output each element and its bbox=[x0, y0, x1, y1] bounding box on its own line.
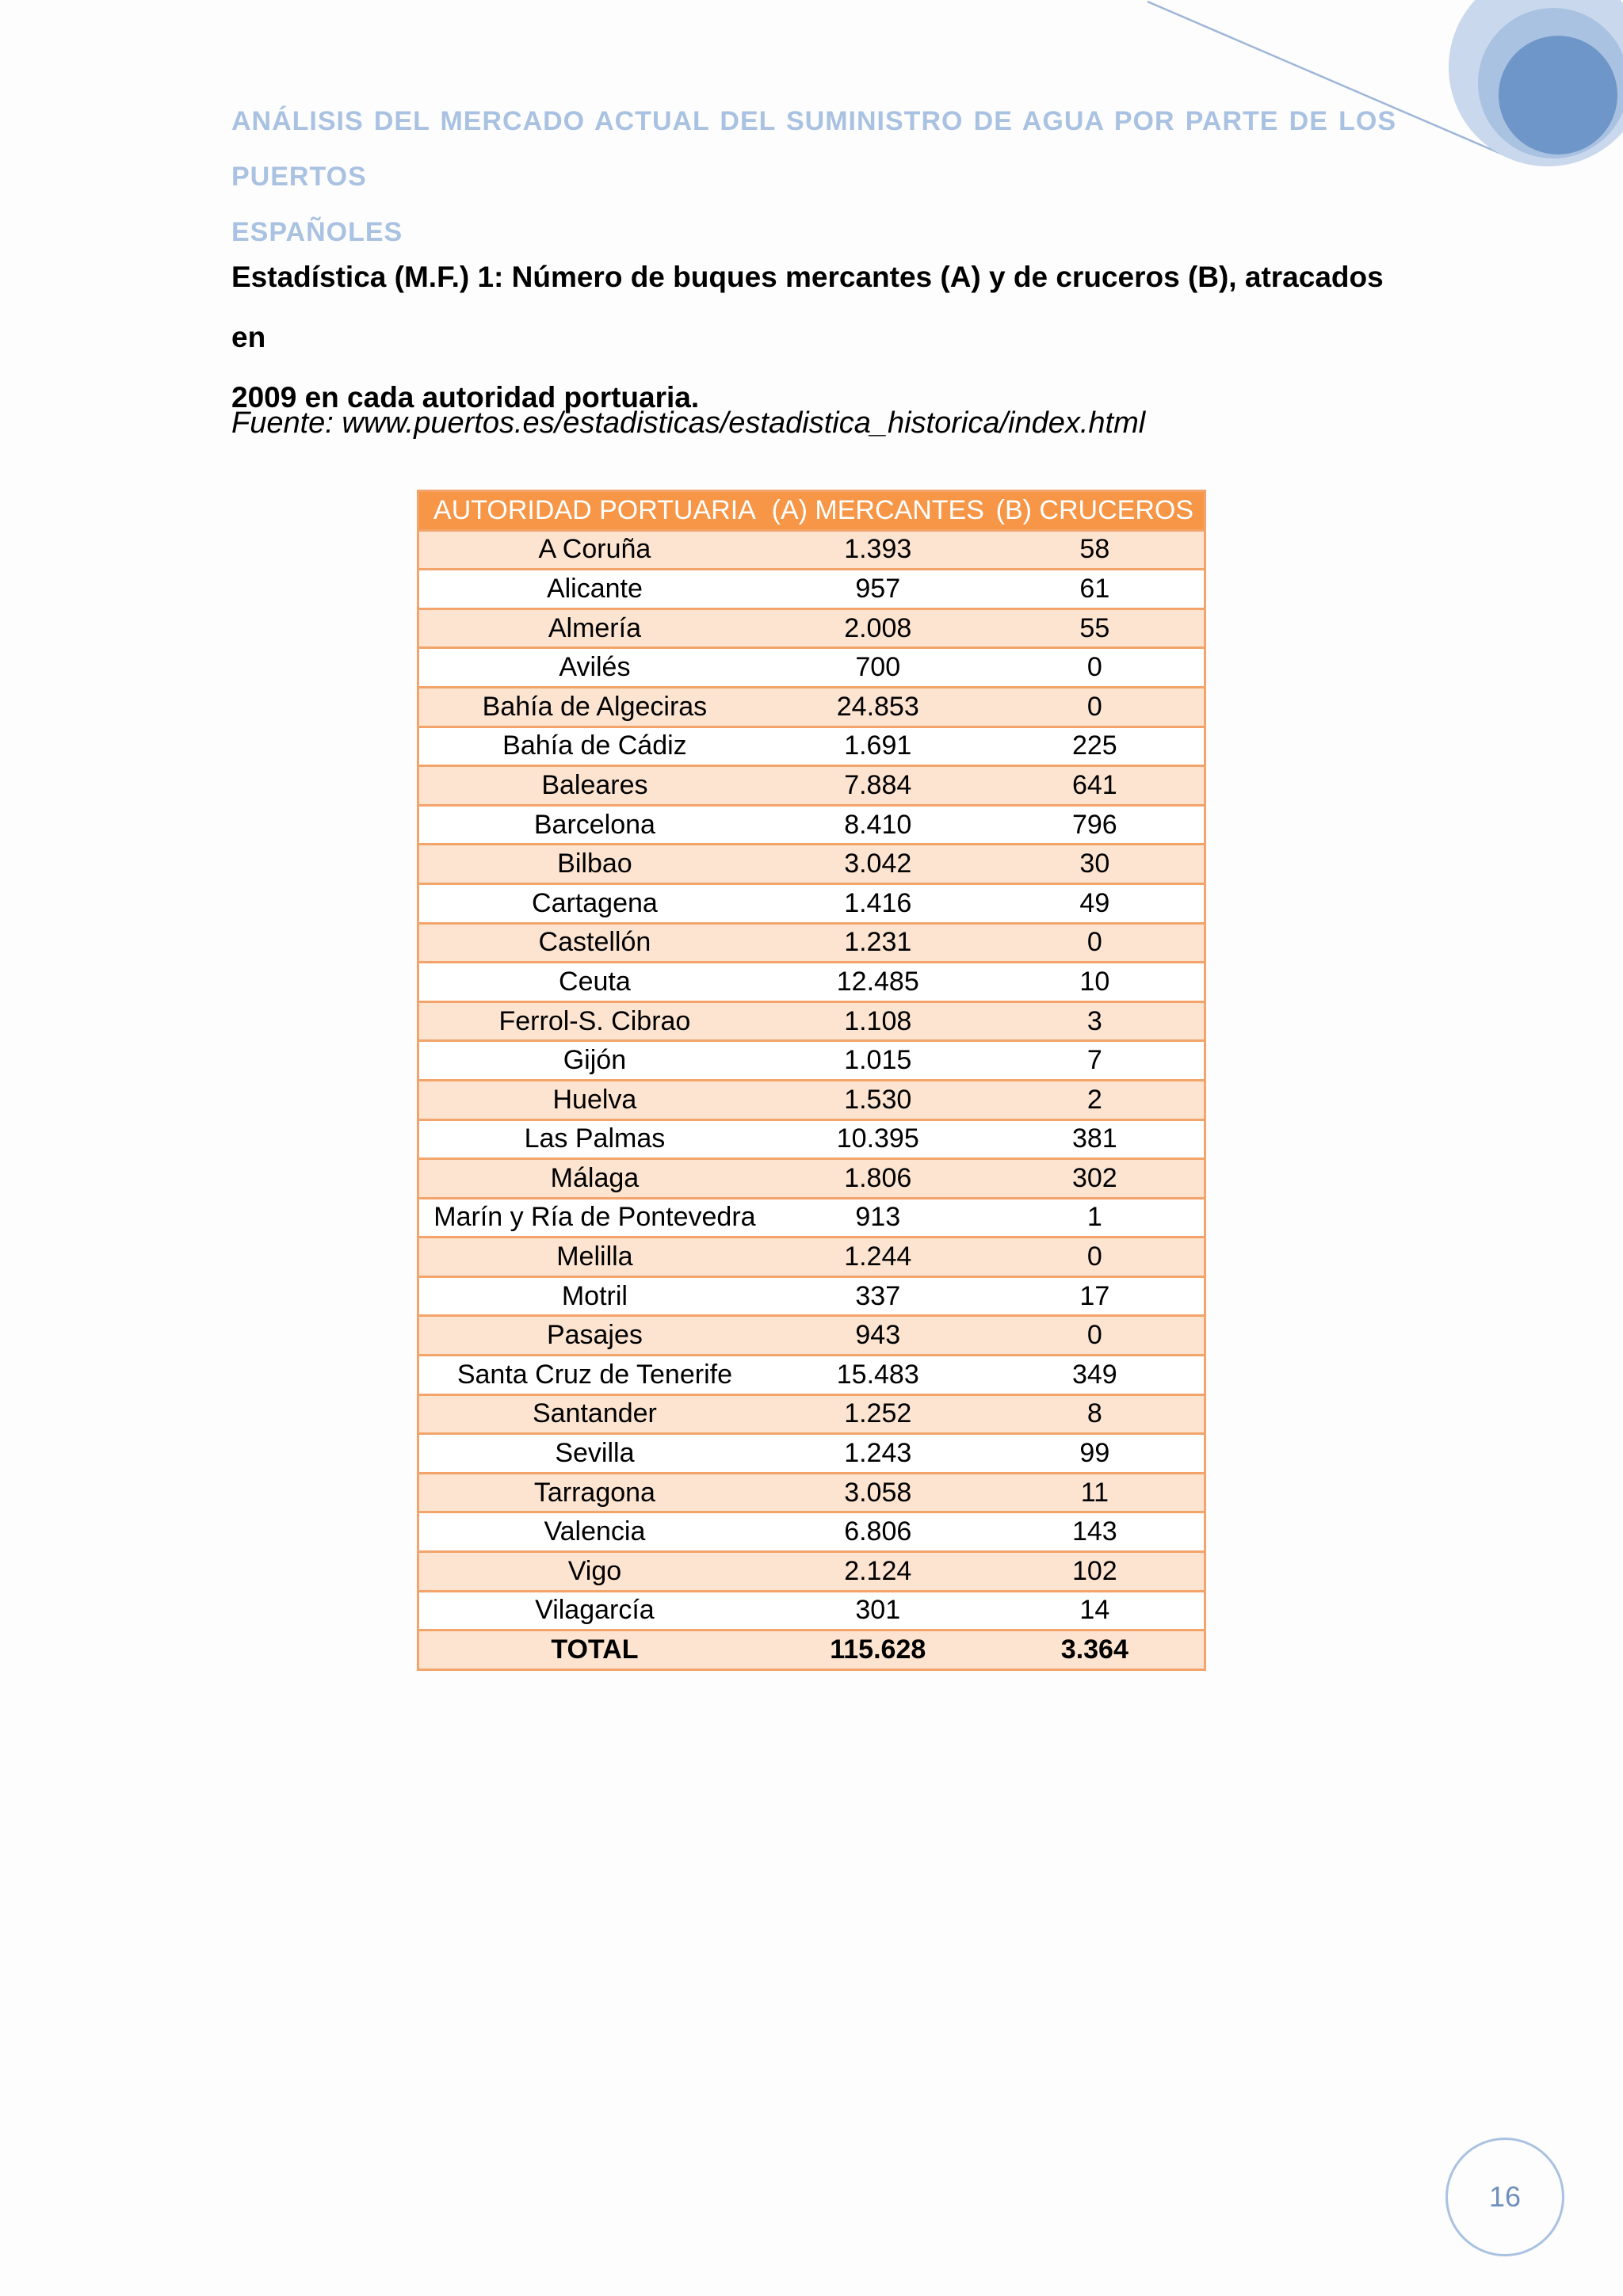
cruise-ships-cell: 10 bbox=[986, 963, 1205, 1002]
total-cruise-ships-cell: 3.364 bbox=[986, 1630, 1205, 1670]
table-row bbox=[418, 845, 1205, 884]
port-authority-cell: Tarragona bbox=[418, 1473, 770, 1512]
merchant-ships-cell: 1.244 bbox=[770, 1238, 986, 1277]
table-row bbox=[418, 1473, 1205, 1512]
merchant-ships-cell: 1.108 bbox=[770, 1001, 986, 1041]
cruise-ships-cell: 55 bbox=[986, 608, 1205, 648]
port-authority-cell: Ferrol-S. Cibrao bbox=[418, 1001, 770, 1041]
merchant-ships-cell: 957 bbox=[770, 570, 986, 609]
cruise-ships-cell: 302 bbox=[986, 1159, 1205, 1199]
table-row bbox=[418, 608, 1205, 648]
port-authority-cell: Marín y Ría de Pontevedra bbox=[418, 1198, 770, 1238]
cruise-ships-cell: 349 bbox=[986, 1356, 1205, 1395]
port-authority-cell: A Coruña bbox=[418, 530, 770, 570]
page-number: 16 bbox=[1445, 2138, 1564, 2256]
cruise-ships-cell: 30 bbox=[986, 845, 1205, 884]
table-row bbox=[418, 883, 1205, 923]
cruise-ships-cell: 14 bbox=[986, 1591, 1205, 1630]
cruise-ships-cell: 7 bbox=[986, 1041, 1205, 1081]
port-authority-cell: Valencia bbox=[418, 1512, 770, 1552]
cruise-ships-cell: 58 bbox=[986, 530, 1205, 570]
port-authority-cell: Santa Cruz de Tenerife bbox=[418, 1356, 770, 1395]
cruise-ships-cell: 0 bbox=[986, 648, 1205, 688]
cruise-ships-cell: 11 bbox=[986, 1473, 1205, 1512]
merchant-ships-cell: 3.042 bbox=[770, 845, 986, 884]
table-row bbox=[418, 687, 1205, 727]
port-authority-cell: Avilés bbox=[418, 648, 770, 688]
cruise-ships-cell: 17 bbox=[986, 1276, 1205, 1316]
table-row bbox=[418, 1238, 1205, 1277]
port-authority-cell: Vilagarcía bbox=[418, 1591, 770, 1630]
cruise-ships-cell: 0 bbox=[986, 687, 1205, 727]
port-authority-cell: Bahía de Algeciras bbox=[418, 687, 770, 727]
table-caption-line2: 2009 en cada autoridad portuaria. bbox=[231, 381, 700, 414]
port-authority-cell: Barcelona bbox=[418, 805, 770, 845]
port-authority-cell: Málaga bbox=[418, 1159, 770, 1199]
table-total-row bbox=[418, 1630, 1205, 1670]
table-row bbox=[418, 1041, 1205, 1081]
merchant-ships-cell: 1.252 bbox=[770, 1394, 986, 1434]
cruise-ships-cell: 2 bbox=[986, 1080, 1205, 1119]
running-header-line2: ESPAÑOLES bbox=[231, 217, 403, 247]
cruise-ships-cell: 3 bbox=[986, 1001, 1205, 1041]
merchant-ships-cell: 1.231 bbox=[770, 923, 986, 963]
merchant-ships-cell: 700 bbox=[770, 648, 986, 688]
merchant-ships-cell: 1.691 bbox=[770, 727, 986, 766]
port-authority-cell: Cartagena bbox=[418, 883, 770, 923]
port-authority-cell: Sevilla bbox=[418, 1434, 770, 1474]
table-row bbox=[418, 1001, 1205, 1041]
table-row bbox=[418, 1552, 1205, 1592]
merchant-ships-cell: 1.393 bbox=[770, 530, 986, 570]
running-header-line1: ANÁLISIS DEL MERCADO ACTUAL DEL SUMINISTRO DE AGUA POR PARTE DE LOS PUERTOS bbox=[231, 106, 1396, 192]
table-row bbox=[418, 923, 1205, 963]
table-row bbox=[418, 1198, 1205, 1238]
cruise-ships-cell: 0 bbox=[986, 923, 1205, 963]
running-header bbox=[231, 93, 1396, 260]
merchant-ships-cell: 337 bbox=[770, 1276, 986, 1316]
cruise-ships-cell: 0 bbox=[986, 1238, 1205, 1277]
column-header-merchant-ships: (A) MERCANTES bbox=[770, 491, 986, 531]
port-authority-cell: Pasajes bbox=[418, 1316, 770, 1356]
cruise-ships-cell: 1 bbox=[986, 1198, 1205, 1238]
table-row bbox=[418, 1276, 1205, 1316]
cruise-ships-cell: 225 bbox=[986, 727, 1205, 766]
table-row bbox=[418, 1591, 1205, 1630]
ports-table bbox=[417, 490, 1206, 1671]
merchant-ships-cell: 301 bbox=[770, 1591, 986, 1630]
merchant-ships-cell: 2.124 bbox=[770, 1552, 986, 1592]
table-row bbox=[418, 963, 1205, 1002]
port-authority-cell: Bilbao bbox=[418, 845, 770, 884]
port-authority-cell: Ceuta bbox=[418, 963, 770, 1002]
table-body bbox=[418, 530, 1205, 1669]
table-row bbox=[418, 1356, 1205, 1395]
port-authority-cell: Melilla bbox=[418, 1238, 770, 1277]
table-row bbox=[418, 1394, 1205, 1434]
port-authority-cell: Alicante bbox=[418, 570, 770, 609]
table-caption-line1: Estadística (M.F.) 1: Número de buques mercantes (A) y de cruceros (B), atracados en bbox=[231, 261, 1384, 353]
table-row bbox=[418, 1119, 1205, 1159]
cruise-ships-cell: 8 bbox=[986, 1394, 1205, 1434]
port-authority-cell: Baleares bbox=[418, 766, 770, 806]
table-row bbox=[418, 530, 1205, 570]
merchant-ships-cell: 913 bbox=[770, 1198, 986, 1238]
merchant-ships-cell: 1.806 bbox=[770, 1159, 986, 1199]
port-authority-cell: Motril bbox=[418, 1276, 770, 1316]
cruise-ships-cell: 61 bbox=[986, 570, 1205, 609]
port-authority-cell: Castellón bbox=[418, 923, 770, 963]
cruise-ships-cell: 99 bbox=[986, 1434, 1205, 1474]
column-header-cruise-ships: (B) CRUCEROS bbox=[986, 491, 1205, 531]
merchant-ships-cell: 1.530 bbox=[770, 1080, 986, 1119]
column-header-port-authority: AUTORIDAD PORTUARIA bbox=[418, 491, 770, 531]
table-header-row bbox=[418, 491, 1205, 531]
source-note: Fuente: www.puertos.es/estadisticas/estadistica_historica/index.html bbox=[231, 406, 1146, 440]
merchant-ships-cell: 1.416 bbox=[770, 883, 986, 923]
merchant-ships-cell: 15.483 bbox=[770, 1356, 986, 1395]
table-row bbox=[418, 570, 1205, 609]
table-row bbox=[418, 1434, 1205, 1474]
port-authority-cell: Santander bbox=[418, 1394, 770, 1434]
port-authority-cell: Huelva bbox=[418, 1080, 770, 1119]
table-row bbox=[418, 1316, 1205, 1356]
table-row bbox=[418, 805, 1205, 845]
port-authority-cell: Vigo bbox=[418, 1552, 770, 1592]
cruise-ships-cell: 102 bbox=[986, 1552, 1205, 1592]
total-merchant-ships-cell: 115.628 bbox=[770, 1630, 986, 1670]
merchant-ships-cell: 24.853 bbox=[770, 687, 986, 727]
cruise-ships-cell: 49 bbox=[986, 883, 1205, 923]
table-row bbox=[418, 766, 1205, 806]
table-row bbox=[418, 1159, 1205, 1199]
port-authority-cell: Las Palmas bbox=[418, 1119, 770, 1159]
port-authority-cell: Gijón bbox=[418, 1041, 770, 1081]
table-row bbox=[418, 1080, 1205, 1119]
cruise-ships-cell: 381 bbox=[986, 1119, 1205, 1159]
merchant-ships-cell: 6.806 bbox=[770, 1512, 986, 1552]
merchant-ships-cell: 2.008 bbox=[770, 608, 986, 648]
merchant-ships-cell: 943 bbox=[770, 1316, 986, 1356]
total-label-cell: TOTAL bbox=[418, 1630, 770, 1670]
merchant-ships-cell: 12.485 bbox=[770, 963, 986, 1002]
merchant-ships-cell: 3.058 bbox=[770, 1473, 986, 1512]
merchant-ships-cell: 8.410 bbox=[770, 805, 986, 845]
table-row bbox=[418, 727, 1205, 766]
cruise-ships-cell: 0 bbox=[986, 1316, 1205, 1356]
merchant-ships-cell: 1.243 bbox=[770, 1434, 986, 1474]
merchant-ships-cell: 1.015 bbox=[770, 1041, 986, 1081]
cruise-ships-cell: 143 bbox=[986, 1512, 1205, 1552]
merchant-ships-cell: 7.884 bbox=[770, 766, 986, 806]
port-authority-cell: Almería bbox=[418, 608, 770, 648]
table-row bbox=[418, 1512, 1205, 1552]
cruise-ships-cell: 796 bbox=[986, 805, 1205, 845]
port-authority-cell: Bahía de Cádiz bbox=[418, 727, 770, 766]
merchant-ships-cell: 10.395 bbox=[770, 1119, 986, 1159]
table-row bbox=[418, 648, 1205, 688]
cruise-ships-cell: 641 bbox=[986, 766, 1205, 806]
